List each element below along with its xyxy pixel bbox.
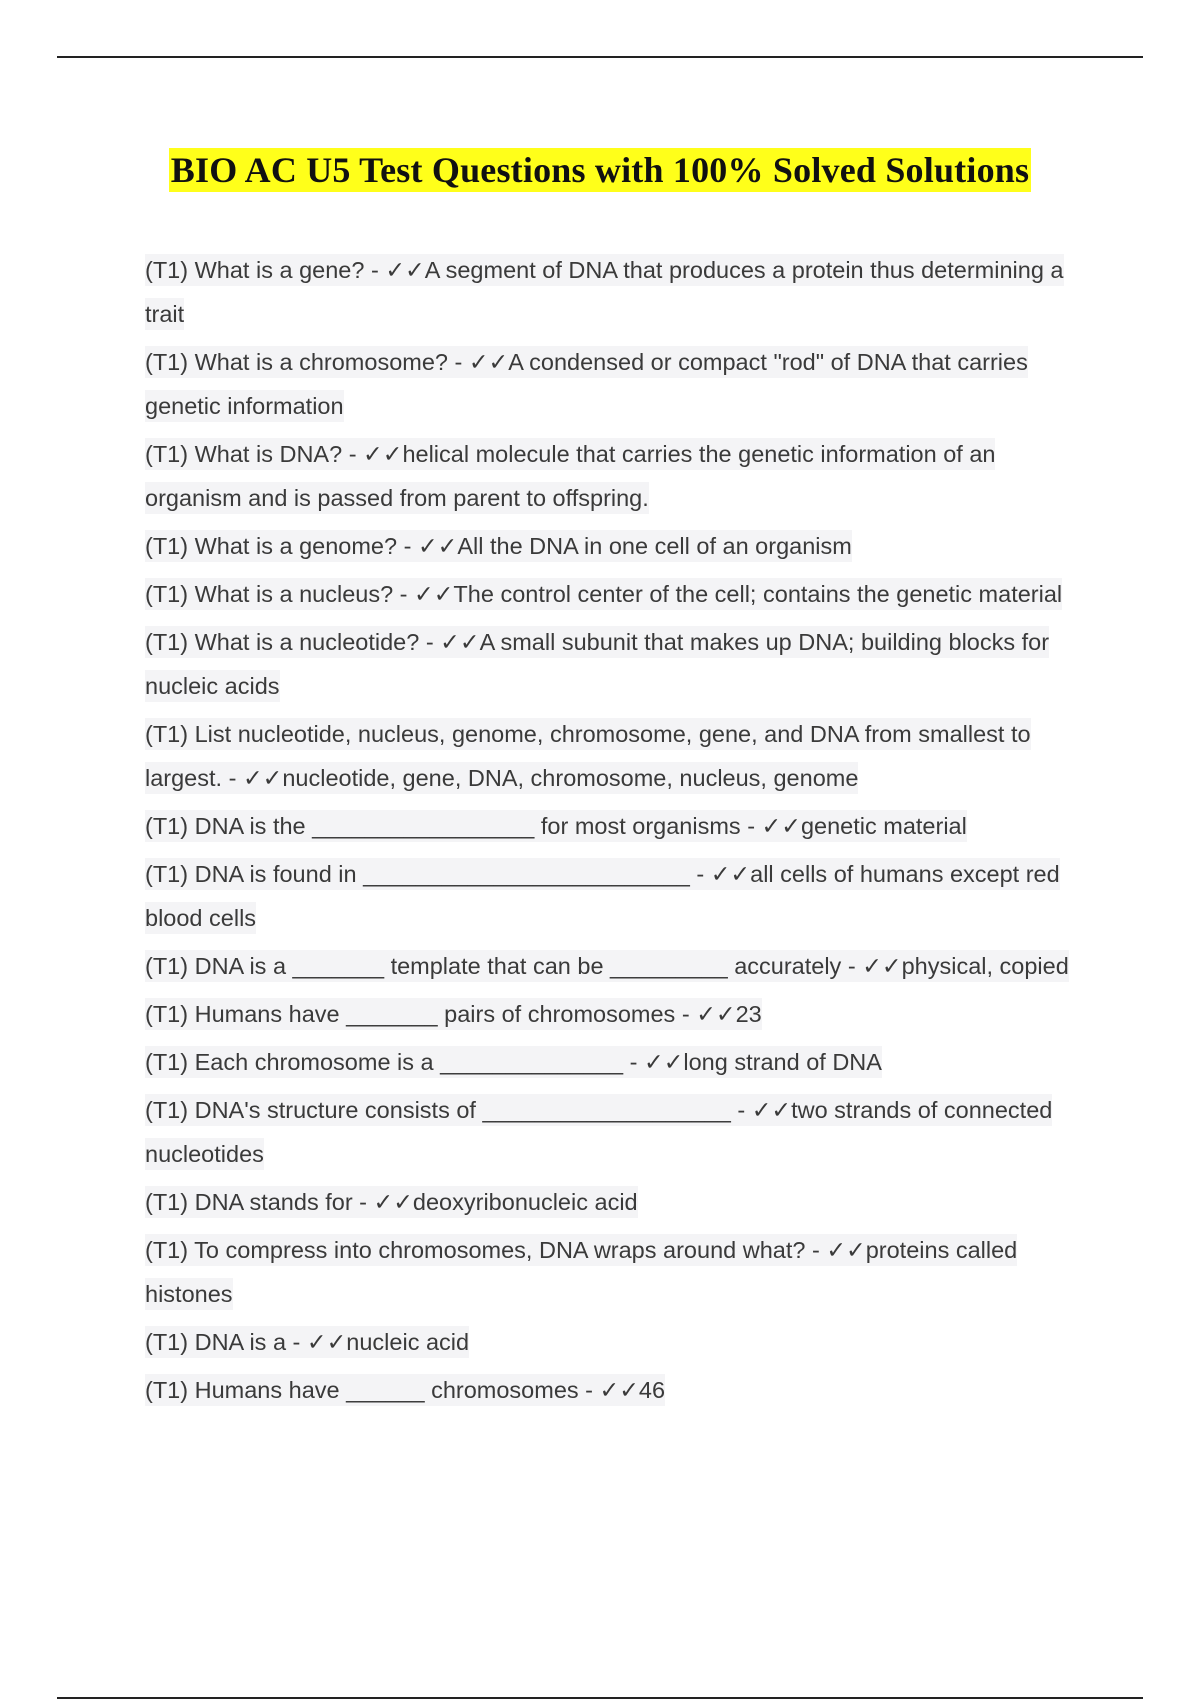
answer-text: deoxyribonucleic acid (412, 1189, 638, 1215)
answer-text: helical molecule that carries the genetic information of an organism and is passed from parent to offspring. (145, 441, 996, 511)
answer-text: A small subunit that makes up DNA; building blocks for nucleic acids (145, 629, 1050, 699)
answer-text: all cells of humans except red blood cells (145, 861, 1060, 931)
qa-item (145, 944, 1090, 988)
answer-check-icon: - ✓✓ (675, 1001, 736, 1027)
question-text: (T1) DNA is the _________________ for most organisms (145, 813, 741, 839)
qa-item (145, 1180, 1090, 1224)
document-title: BIO AC U5 Test Questions with 100% Solved Solutions (170, 150, 1030, 190)
answer-check-icon: - ✓✓ (447, 349, 509, 375)
answer-check-icon: - ✓✓ (364, 257, 425, 283)
answer-text: nucleotide, gene, DNA, chromosome, nucleus, genome (282, 765, 859, 791)
answer-check-icon: - ✓✓ (286, 1329, 347, 1355)
qa-text (145, 998, 762, 1030)
answer-check-icon: - ✓✓ (805, 1237, 866, 1263)
answer-check-icon: - ✓✓ (342, 441, 403, 467)
qa-list (145, 248, 1090, 1416)
qa-item (145, 572, 1090, 616)
question-text: (T1) What is a genome? (145, 533, 398, 559)
qa-item (145, 620, 1090, 708)
question-text: (T1) DNA is found in _________________________ (145, 861, 690, 887)
qa-text (145, 626, 1049, 702)
qa-item (145, 1320, 1090, 1364)
qa-text (145, 858, 1060, 934)
answer-text: two strands of connected nucleotides (145, 1097, 1053, 1167)
qa-item (145, 1368, 1090, 1412)
qa-text (145, 810, 967, 842)
answer-text: physical, copied (901, 953, 1069, 979)
question-text: (T1) To compress into chromosomes, DNA wraps around what? (145, 1237, 806, 1263)
question-text: (T1) Humans have ______ chromosomes (145, 1377, 579, 1403)
question-text: (T1) What is a nucleotide? (145, 629, 420, 655)
answer-check-icon: - ✓✓ (623, 1049, 684, 1075)
answer-check-icon: - ✓✓ (222, 765, 283, 791)
qa-item (145, 1040, 1090, 1084)
question-text: (T1) What is DNA? (145, 441, 343, 467)
qa-text (145, 530, 852, 562)
question-text: (T1) What is a gene? (145, 257, 365, 283)
question-text: (T1) DNA's structure consists of ___________________ (145, 1097, 731, 1123)
question-text: (T1) What is a chromosome? (145, 349, 448, 375)
qa-item (145, 804, 1090, 848)
answer-check-icon: - ✓✓ (352, 1189, 413, 1215)
qa-text (145, 438, 995, 514)
answer-check-icon: - ✓✓ (578, 1377, 639, 1403)
top-rule (57, 56, 1143, 58)
qa-text (145, 1374, 665, 1406)
qa-text (145, 346, 1028, 422)
qa-text (145, 1094, 1052, 1170)
qa-item (145, 248, 1090, 336)
answer-text: long strand of DNA (683, 1049, 882, 1075)
answer-text: genetic material (800, 813, 967, 839)
answer-check-icon: - ✓✓ (397, 533, 458, 559)
answer-text: A condensed or compact "rod" of DNA that carries genetic information (145, 349, 1028, 419)
answer-text: 46 (638, 1377, 666, 1403)
answer-text: 23 (735, 1001, 762, 1027)
question-text: (T1) List nucleotide, nucleus, genome, chromosome, gene, and DNA from smallest to largest. (145, 721, 1031, 791)
answer-text: nucleic acid (346, 1329, 470, 1355)
answer-check-icon: - ✓✓ (740, 813, 801, 839)
question-text: (T1) DNA is a (145, 1329, 287, 1355)
bottom-rule (57, 1697, 1143, 1699)
qa-item (145, 340, 1090, 428)
question-text: (T1) DNA stands for (145, 1189, 353, 1215)
question-text: (T1) What is a nucleus? (145, 581, 394, 607)
answer-check-icon: - ✓✓ (393, 581, 454, 607)
answer-text: The control center of the cell; contains the genetic material (453, 581, 1063, 607)
qa-text (145, 718, 1031, 794)
qa-item (145, 524, 1090, 568)
qa-item (145, 1088, 1090, 1176)
qa-item (145, 432, 1090, 520)
qa-text (145, 578, 1062, 610)
qa-text (145, 1326, 469, 1358)
qa-text (145, 950, 1069, 982)
qa-text (145, 1046, 882, 1078)
answer-check-icon: - ✓✓ (730, 1097, 792, 1123)
qa-item (145, 712, 1090, 800)
question-text: (T1) Humans have _______ pairs of chromosomes (145, 1001, 676, 1027)
qa-item (145, 992, 1090, 1036)
answer-check-icon: - ✓✓ (841, 953, 902, 979)
answer-check-icon: - ✓✓ (419, 629, 480, 655)
qa-item (145, 852, 1090, 940)
question-text: (T1) Each chromosome is a ______________ (145, 1049, 624, 1075)
answer-text: All the DNA in one cell of an organism (457, 533, 852, 559)
question-text: (T1) DNA is a _______ template that can be _________ accurately (145, 953, 842, 979)
answer-text: A segment of DNA that produces a protein thus determining a trait (145, 257, 1064, 327)
answer-check-icon: - ✓✓ (689, 861, 751, 887)
qa-text (145, 1234, 1017, 1310)
qa-text (145, 1186, 638, 1218)
title-container (0, 148, 1200, 192)
qa-text (145, 254, 1064, 330)
qa-item (145, 1228, 1090, 1316)
answer-text: proteins called histones (145, 1237, 1018, 1307)
